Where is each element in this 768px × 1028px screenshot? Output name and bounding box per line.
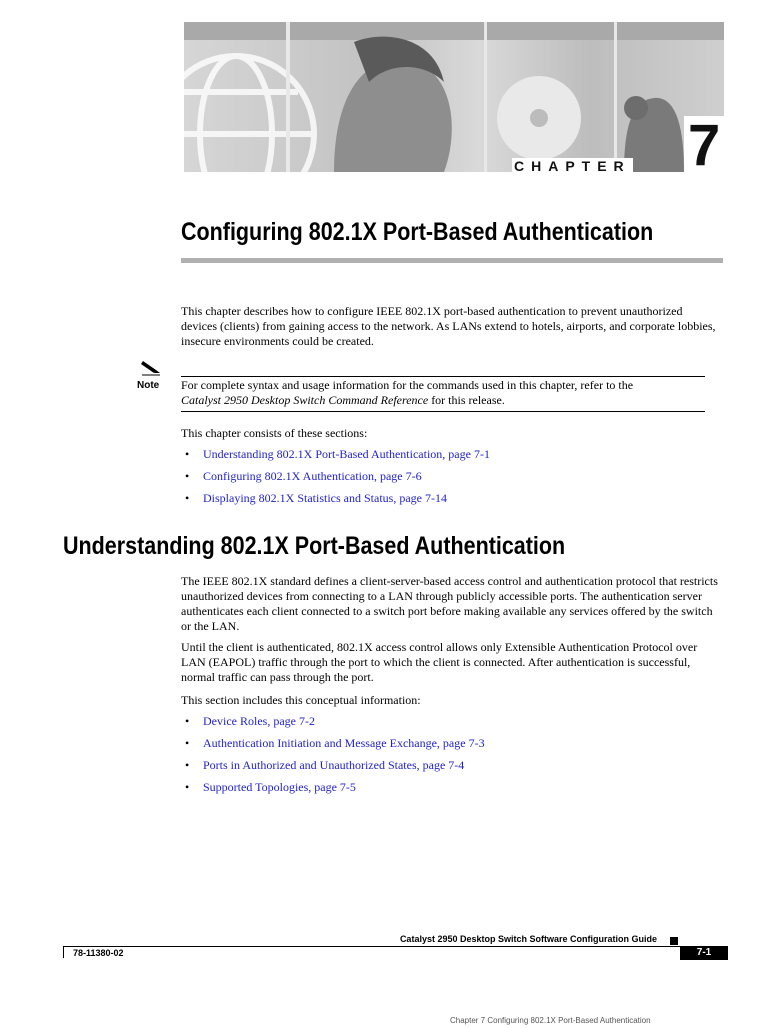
concept-link-device-roles[interactable]: Device Roles, page 7-2: [203, 714, 315, 728]
footer-rule: [63, 946, 728, 947]
list-item: [181, 714, 721, 736]
section-link-understanding[interactable]: Understanding 802.1X Port-Based Authentication, page 7-1: [203, 447, 490, 461]
bullet: •: [185, 469, 190, 483]
concept-link-topologies[interactable]: Supported Topologies, page 7-5: [203, 780, 356, 794]
next-page-header-bleed: Chapter 7 Configuring 802.1X Port-Based Authentication: [450, 1016, 651, 1025]
list-item: [181, 447, 721, 469]
bullet: •: [185, 714, 190, 728]
list-item: [181, 491, 721, 513]
pencil-icon: [140, 358, 162, 376]
body-paragraph-3: This section includes this conceptual information:: [181, 693, 421, 707]
banner-illustration: [184, 22, 724, 172]
concept-link-authentication-initiation[interactable]: Authentication Initiation and Message Exchange, page 7-3: [203, 736, 485, 750]
bullet: •: [185, 758, 190, 772]
chapter-label: CHAPTER: [514, 158, 631, 174]
list-item: [181, 736, 721, 758]
note-label: Note: [137, 380, 160, 391]
body-paragraph-1: The IEEE 802.1X standard defines a client-server-based access control and authentication protocol that restricts unauthorized devices from connecting to a LAN through publicly accessible ports. The authentication server authenticates each client connected to a switch port before making available any services offered by the switch or the LAN.: [181, 574, 718, 633]
concept-link-port-states[interactable]: Ports in Authorized and Unauthorized States, page 7-4: [203, 758, 465, 772]
list-item: [181, 469, 721, 491]
sections-intro: This chapter consists of these sections:: [181, 426, 368, 440]
page-title: Configuring 802.1X Port-Based Authentication: [181, 218, 654, 246]
section-link-displaying[interactable]: Displaying 802.1X Statistics and Status, page 7-14: [203, 491, 447, 505]
bullet: •: [185, 780, 190, 794]
title-underline: [181, 258, 723, 263]
note-text: [181, 378, 705, 408]
intro-paragraph: This chapter describes how to configure IEEE 802.1X port-based authentication to prevent unauthorized devices (clients) from gaining access to the network. As LANs extend to hotels, airports, and corporate lobbies, insecure environments could be created.: [181, 304, 716, 348]
footer-page-number: 7-1: [680, 946, 728, 960]
note-text-after: for this release.: [431, 393, 505, 407]
note-reference: Catalyst 2950 Desktop Switch Command Reference: [181, 393, 429, 407]
list-item: [181, 758, 721, 780]
section-heading: Understanding 802.1X Port-Based Authentication: [63, 532, 566, 560]
body-paragraph-2: Until the client is authenticated, 802.1X access control allows only Extensible Authentication Protocol over LAN (EAPOL) traffic through the port to which the client is connected. After authentication is successful, normal traffic can pass through the port.: [181, 640, 698, 684]
footer-guide-title: Catalyst 2950 Desktop Switch Software Configuration Guide: [399, 934, 657, 944]
note-top-rule: [181, 376, 705, 377]
concepts-list: [181, 714, 721, 802]
chapter-banner-image: [184, 22, 724, 172]
list-item: [181, 780, 721, 802]
bullet: •: [185, 447, 190, 461]
chapter-number: 7: [684, 116, 724, 176]
bullet: •: [185, 736, 190, 750]
section-link-configuring[interactable]: Configuring 802.1X Authentication, page 7-6: [203, 469, 422, 483]
footer-marker: [670, 937, 678, 945]
bullet: •: [185, 491, 190, 505]
note-text-before: For complete syntax and usage information for the commands used in this chapter, refer to the: [181, 378, 634, 392]
sections-list: [181, 447, 721, 513]
note-bottom-rule: [181, 411, 705, 412]
footer-tick: [63, 946, 64, 958]
footer-doc-number: 78-11380-02: [73, 948, 124, 958]
